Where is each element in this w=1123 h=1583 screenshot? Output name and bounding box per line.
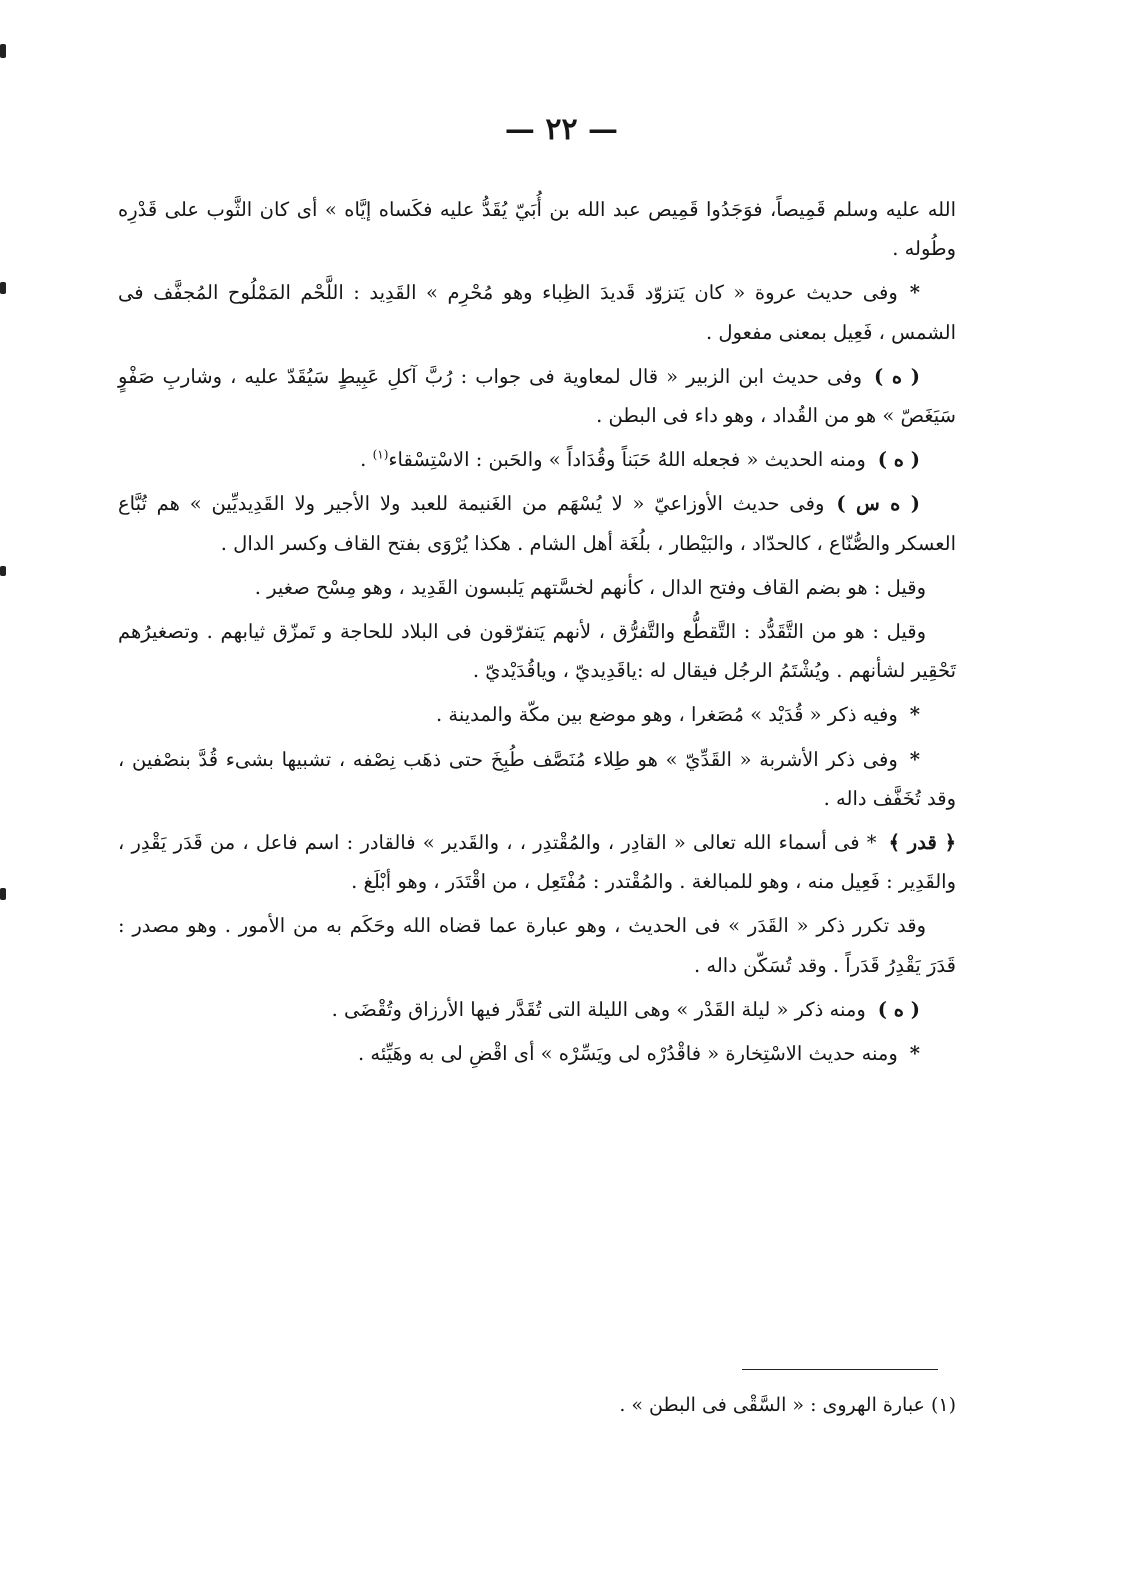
paragraph-tail: .	[360, 448, 373, 472]
paragraph-10	[118, 823, 956, 901]
footnote: (١) عبارة الهروى : « السَّقْى فى البطن » .	[619, 1394, 956, 1416]
footnote-reference: (١)	[372, 447, 389, 462]
paragraph-text: وفى حديث ابن الزبير « قال لمعاوية فى جواب : رُبَّ آكلِ عَبِيطٍ سَيُقَدّ عليه ، وشاربِ صَفْوٍ سَيَغَصّ » هو من القُداد ، وهو داء فى البطن .	[118, 364, 956, 428]
paragraph-text: وفى حديث عروة « كان يَتزوّد قَديدَ الظِباء وهو مُحْرِم » القَدِيد : اللَّحْم المَمْلُوح المُجفَّف فى الشمس ، فَعِيل بمعنى مفعول .	[118, 281, 956, 344]
paragraph-marker: ( ه )	[877, 997, 920, 1021]
paragraph-2	[118, 273, 956, 351]
paragraph-11	[118, 906, 956, 984]
main-text	[118, 190, 956, 1078]
paragraph-marker: *	[909, 703, 920, 727]
paragraph-text: وفى ذكر الأشربة « القَدِّيّ » هو طِلاء مُنَصَّف طُبِخَ حتى ذهَب نِصْفه ، تشبيها بشىء قُدَّ بنصْفين ، وقد تُخَفَّف داله .	[118, 747, 956, 810]
paragraph-7	[118, 612, 956, 690]
paragraph-8	[118, 695, 956, 734]
paragraph-3	[118, 357, 956, 435]
paragraph-text: ومنه حديث الاسْتِخارة « فاقْدُرْه لى ويَسِّرْه » أى اقْضِ لى به وهَيِّئه .	[357, 1042, 898, 1066]
paragraph-marker: ( ه )	[874, 364, 920, 388]
paragraph-text: وفيه ذكر « قُدَيْد » مُصَغرا ، وهو موضع بين مكّة والمدينة .	[435, 703, 898, 727]
paragraph-4	[118, 440, 956, 479]
paragraph-13	[118, 1034, 956, 1073]
paragraph-text: الله عليه وسلم قَمِيصاً، فوَجَدُوا قَمِيص عبد الله بن أُبَيّ يُقَدُّ عليه فكَساه إيَّاه » أى كان الثَّوب على قَدْرِه وطُوله .	[118, 198, 956, 261]
entry-heading: ﴿ قدر ﴾	[888, 831, 956, 855]
scan-edge-mark	[0, 44, 6, 58]
paragraph-marker: ( ه س )	[836, 492, 921, 516]
paragraph-1	[118, 190, 956, 268]
paragraph-text: وقد تكرر ذكر « القَدَر » فى الحديث ، وهو عبارة عما قضاه الله وحَكَم به من الأمور . وهو مصدر : قَدَرَ يَقْدِرُ قَدَراً . وقد تُسَكّن داله .	[118, 914, 956, 977]
page-number: — ٢٢ —	[504, 112, 619, 147]
paragraph-text: وفى حديث الأوزاعيّ « لا يُسْهَم من الغَنيمة للعبد ولا الأجير ولا القَدِيديِّين » هم تُبَّاع العسكر والصُّنّاع ، كالحدّاد ، والبَيْطار ، بلُغَة أهل الشام . هكذا يُرْوَى بفتح القاف وكسر الدال .	[118, 492, 956, 555]
paragraph-text: ومنه ذكر « ليلة القَدْر » وهى الليلة التى تُقَدَّر فيها الأرزاق وتُقْضَى .	[331, 997, 866, 1021]
paragraph-6	[118, 568, 956, 607]
paragraph-9	[118, 740, 956, 818]
paragraph-marker: *	[909, 281, 920, 305]
scan-edge-mark	[0, 282, 6, 294]
paragraph-marker: *	[909, 1042, 920, 1066]
scan-edge-mark	[0, 888, 6, 900]
paragraph-12	[118, 990, 956, 1029]
paragraph-marker: *	[909, 747, 920, 771]
paragraph-text: وقيل : هو بضم القاف وفتح الدال ، كأنهم لخسَّتهم يَلبسون القَدِيد ، وهو مِسْح صغير .	[254, 575, 926, 599]
paragraph-marker: ( ه )	[877, 448, 920, 472]
scan-edge-mark	[0, 566, 6, 576]
paragraph-text: وقيل : هو من التَّقَدُّد : التَّقطُّع والتَّفرُّق ، لأنهم يَتفرّقون فى البلاد للحاجة و تَمزّق ثيابهم . وتصغيرُهم تَحْقِير لشأنهم . ويُشْتَمُ الرجُل فيقال له :ياقَدِيديّ ، وياقُدَيْديّ .	[118, 620, 956, 683]
footnote-separator	[742, 1369, 938, 1370]
paragraph-text: ومنه الحديث « فجعله اللهُ حَبَناً وقُدَاداً » والحَبن : الاسْتِسْقاء	[388, 448, 866, 472]
paragraph-5	[118, 484, 956, 562]
paragraph-text: * فى أسماء الله تعالى « القادِر ، والمُقْتدِر ، ، والقَدير » فالقادر : اسم فاعل ، من قَدَر يَقْدِر ، والقَدِير : فَعِيل منه ، وهو للمبالغة . والمُقْتدر : مُفْتَعِل ، من اقْتَدَر ، وهو أبْلَغ .	[118, 831, 956, 894]
